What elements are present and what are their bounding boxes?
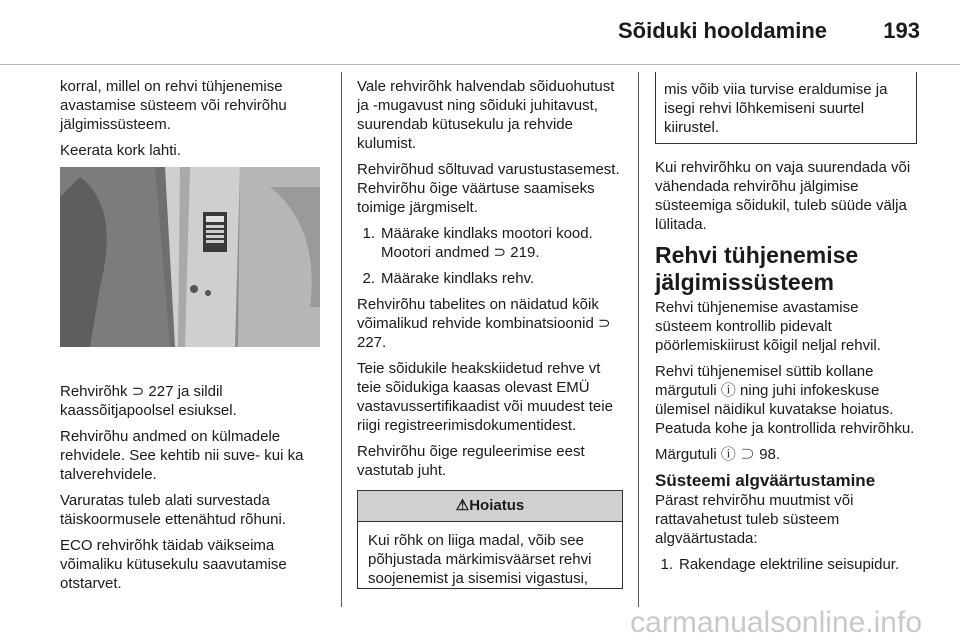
watermark: carmanualsonline.info: [630, 606, 922, 639]
list-item: [655, 555, 917, 574]
paragraph: Keerata kork lahti.: [60, 142, 181, 159]
column-3: [655, 72, 917, 581]
paragraph: Rehvi tühjenemise avastamise süsteem kontrollib pidevalt pöörlemiskiirust kõigil neljal rehvil.: [655, 299, 881, 354]
list-number: 1.: [362, 225, 375, 242]
paragraph: Rehvirõhu õige reguleerimise eest vastutab juht.: [357, 443, 585, 479]
paragraph: Teie sõidukile heakskiidetud rehve vt teie sõidukiga kaasas olevast EMÜ vastavussertifikaadist või muudest teie riigi registreerimisdokumentidest.: [357, 360, 613, 434]
list-item: [357, 269, 623, 288]
list-item: [357, 224, 623, 262]
warning-title: ⚠Hoiatus: [358, 491, 622, 522]
warning-text: Kui rõhk on liiga madal, võib see põhjustada märkimisväärset rehvi soojenemist ja sisemisi vigastusi,: [368, 532, 592, 587]
paragraph: Rehvirõhu andmed on külmadele rehvidele. See kehtib nii suve- kui ka talverehvidele.: [60, 428, 304, 483]
paragraph: Rehvirõhk ⊃ 227 ja sildil kaassõitjapoolsel esiuksel.: [60, 383, 237, 419]
warning-box: [357, 490, 623, 589]
column-2: [357, 77, 623, 589]
paragraph: Rehvirõhud sõltuvad varustustasemest. Rehvirõhu õige väärtuse saamiseks toimige järgmiselt.: [357, 161, 620, 216]
list-number: 2.: [362, 270, 375, 287]
paragraph: ECO rehvirõhk täidab väikseima võimaliku kütusekulu saavutamise otstarvet.: [60, 537, 287, 592]
section-heading: Rehvi tühjenemise jälgimissüsteem: [655, 242, 859, 295]
column-divider-2: [638, 72, 639, 607]
page-number: 193: [883, 18, 920, 43]
header-rule: [0, 64, 960, 65]
list-text: Rakendage elektriline seisupidur.: [679, 556, 900, 573]
column-1: [60, 77, 328, 600]
paragraph: Rehvi tühjenemisel süttib kollane märgutuli ⓘ ning juhi infokeskuse ülemisel näidikul kuvatakse hoiatus. Peatuda kohe ja kontrollida rehvirõhku.: [655, 363, 915, 437]
column-divider-1: [341, 72, 342, 607]
page-header-title: Sõiduki hooldamine: [617, 18, 827, 43]
list-text: Määrake kindlaks rehv.: [381, 270, 535, 287]
subsection-heading: Süsteemi algväärtustamine: [655, 471, 876, 490]
paragraph: Pärast rehvirõhu muutmist või rattavahetust tuleb süsteem algväärtustada:: [655, 492, 854, 547]
paragraph: Varuratas tuleb alati survestada täiskoormusele ettenähtud rõhuni.: [60, 492, 286, 528]
paragraph: Märgutuli ⓘ ⊃ 98.: [655, 446, 781, 463]
paragraph: Rehvirõhu tabelites on näidatud kõik võimalikud rehvide kombinatsioonid ⊃ 227.: [357, 296, 611, 351]
car-door-photo: [60, 167, 320, 347]
paragraph: korral, millel on rehvi tühjenemise avastamise süsteem või rehvirõhu jälgimissüsteem.: [60, 78, 287, 133]
warning-box-continued: mis võib viia turvise eraldumise ja isegi rehvi lõhkemiseni suurtel kiirustel.: [655, 72, 917, 144]
paragraph: Vale rehvirõhk halvendab sõiduohutust ja -mugavust ning sõiduki juhitavust, suurendab kütusekulu ja rehvide kulumist.: [357, 78, 615, 152]
paragraph: Kui rehvirõhku on vaja suurendada või vähendada rehvirõhu jälgimise süsteemiga sõidukil, tuleb süüde välja lülitada.: [655, 159, 911, 233]
list-text: Määrake kindlaks mootori kood. Mootori andmed ⊃ 219.: [381, 225, 593, 261]
list-number: 1.: [660, 556, 673, 573]
